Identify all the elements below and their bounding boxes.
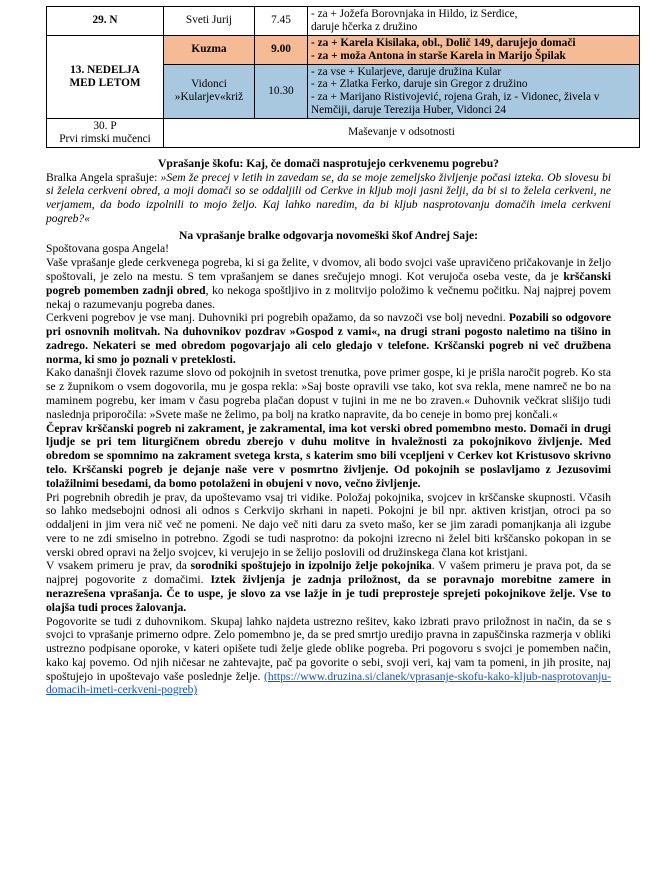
schedule-time-cell [255,7,308,36]
schedule-footer-note: Maševanje v odsotnosti [348,126,455,139]
text-run-bold: Iztek življenja je zadnja priložnost, da se poravnajo morebitne zamere in nerazrešena vprašanja. Če to uspe, je slovo za vse lažje in je tudi preprosteje sprejeti pokojnikove želje. Vse to olajša tudi proces žalovanja. [46,573,611,614]
table-row [47,119,640,148]
schedule-time-cell [255,64,308,119]
schedule-time-label: 9.00 [271,43,291,56]
schedule-time-cell [255,35,308,64]
article-question-title: Vprašanje škofu: Kaj, če domači nasprotujejo cerkvenemu pogrebu? [158,156,499,170]
text-run: Cerkveni pogrebov je vse manj. Duhovniki pri pogrebih opažamo, da so navzoči vse bolj nevedni. [46,311,509,325]
schedule-footer-day-cell [47,119,164,148]
document-page [0,6,657,869]
schedule-intentions-cell [308,35,640,64]
schedule-time-label: 7.45 [271,14,291,27]
text-run: Kako današnji človek razume slovo od pokojnih in svetost trenutka, pove primer gospe, ki je prišla naročit pogreb. Ko sta se z župnikom o vsem dogovorila, mu je gospa rekla: »Saj boste opravili vse tako, kot sva rekla, mene namreč ne bo na maminem pogrebu, ker imam v času pogreba plačan dopust v tujini in me ne bo zraven.« Duhovnik večkrat slišijo tudi naslednja priporočila: »Svete maše ne želimo, pa bolj na kratko napravite, da bo ceneje in bomo prej končali.« [46,366,611,421]
question-quote: »Sem že precej v letih in zavedam se, da se moje zemeljsko življenje počasi izteka. Ob slovesu bi si želela cerkveni obred, a moji domači so se oddaljili od Cerkve in kljub moji jasni želji, da bi si to želela cerkveni, ne verjamem, da bodo izpolnili to mojo željo. Kaj lahko naredim, da bi kljub nasprotovanju domačih imela cerkveni pogreb?« [46,170,611,225]
schedule-place-cell [164,35,255,64]
article-answer-title: Na vprašanje bralke odgovarja novomeški škof Andrej Saje: [179,228,478,242]
schedule-place-cell [164,64,255,119]
schedule-footer-day: 30. P [93,120,117,132]
article-body [46,157,611,697]
intention-line: - za + moža Antona in starše Karela in Marijo Špilak [311,49,566,62]
article-paragraph-6 [46,559,611,614]
schedule-day-label: 13. NEDELJA [70,64,140,76]
table-row [47,35,640,64]
schedule-intentions-cell [308,7,640,36]
intention-line: - za + Zlatka Ferko, daruje sin Gregor z družino [311,78,528,91]
article-paragraph-7 [46,615,611,698]
schedule-place-label: Vidonci [191,78,227,91]
schedule-place-label-2: »Kularjev«križ [174,91,244,104]
schedule-day-label-2: MED LETOM [69,76,141,89]
table-row [47,7,640,36]
schedule-footer-day-note: Prvi rimski mučenci [59,132,151,145]
text-run: , ko nekoga spoštljivo in z molitvijo položimo k večnemu počitku. Naj najprej povem nekaj o razumevanju pogreba danes. [46,283,611,311]
schedule-place-cell [164,7,255,36]
article-question-paragraph [46,171,611,226]
question-intro: Bralka Angela sprašuje: [46,170,161,184]
intention-line: - za + Marijano Ristivojević, rojena Grah, iz - Vidonec, živela v Nemčiji, daruje Terezija Huber, Vidonci 24 [311,91,600,117]
article-paragraph-3 [46,366,611,421]
text-run: Pri pogrebnih obredih je prav, da upoštevamo vsaj tri vidike. Položaj pokojnika, svojcev in krščanske skupnosti. Včasih so lahko medsebojni odnosi ali odnos s Cerkvijo skrhani in napeti. Pokojni je bil npr. aktiven kristjan, otroci pa so oddaljeni in jim vera nič več ne pomeni. Ne dajo več niti daru za sveto mašo, ker se jim zaradi pomanjkanja ali izgube vere to ne zdi smiselno in potrebno. Zgodi se tudi nasprotno: da pokojni izrecno ni želel biti krščansko pokopan in se verski obred opravi na željo svojcev, ki verujejo in se želijo poslovili od družinskega člana kot kristjani. [46,490,611,559]
schedule-intentions-cell [308,64,640,119]
intention-line: - za vse + Kularjeve, daruje družina Kular [311,65,502,78]
article-greeting: Spoštovana gospa Angela! [46,242,170,256]
article-paragraph-5 [46,491,611,560]
text-run: Pogovorite se tudi z duhovnikom. Skupaj lahko najdeta ustrezno rešitev, kako izbrati pravo priložnost in način, da se s svojci to vprašanje primerno odpre. Zelo pomembno je, da se pred smrtjo uredijo pravna in zapuščinska razmerja v obliki ustrezno podpisane oporoke, v kateri opišete tudi želje glede oblike pogreba. Pri pogovoru s svojci je pomemben način, kako kaj povemo. Od njih ničesar ne zahtevajte, pač pa govorite o sebi, svoji veri, kaj vam ta pomeni, in jih prosite, naj spoštujejo in upoštevajo vaše poslednje želje. [46,614,611,683]
schedule-day-label: 29. N [92,14,118,27]
mass-schedule-table [46,6,611,148]
article-paragraph-1 [46,256,611,311]
text-run: Vaše vprašanje glede cerkvenega pogreba, ki si ga želite, v dvomov, ali bodo svojci vaše upravičeno pričakovanje in željo spoštovali, je zelo na mestu. S tem vprašanjem se danes srečujejo mnogi. Kot verujoča oseba veste, da je [46,256,611,283]
text-run: V vsakem primeru je prav, da [46,559,191,573]
schedule-place-label: Kuzma [191,43,227,56]
schedule-day-cell [47,35,164,118]
article-paragraph-4 [46,422,611,491]
intention-line: - za + Jožefa Borovnjaka in Hildo, iz Serdice, [311,8,518,20]
text-run-bold: sorodniki spoštujejo in izpolnijo želje pokojnika [190,559,432,573]
schedule-time-label: 10.30 [268,84,294,97]
schedule-footer-note-cell [164,119,640,148]
article-paragraph-2 [46,311,611,366]
text-run-bold: Pozabili so odgovore pri osnovnih molitvah. Na duhovnikov pozdrav »Gospod z vami«, na drugi strani pogosto naletimo na tišino in zadrego. Nekateri se med obredom pogovarjajo ali celo gledajo v telefone. Krščanski pogreb ni več družbena norma, ki smo jo poznali v preteklosti. [46,311,611,366]
text-run-bold: krščanski pogreb pomemben zadnji obred [46,270,611,297]
source-link[interactable]: (https://www.druzina.si/clanek/vprasanje-skofu-kako-kljub-nasprotovanju-domacih-imeti-cerkveni-pogreb) [46,669,611,697]
schedule-place-label: Sveti Jurij [185,14,233,27]
text-run: . V vašem primeru je prava pot, da se najprej pogovorite z domačimi. [46,559,611,587]
intention-line: - za + Karela Kisilaka, obl., Dolič 149, darujejo domači [311,36,576,49]
text-run-bold: Čeprav krščanski pogreb ni zakrament, je zakramental, ima kot verski obred pomembno mesto. Domači in drugi ljudje se pri tem liturgičnem obredu zberejo v duhu molitve in hvaležnosti za pokojnikovo življenje. Med obredom se spomnimo na zakrament svetega krsta, s katerim smo bili vcepljeni v Cerkev kot Kristusovo skrivno telo. Krščanski pogreb je dejanje naše vere v posmrtno življenje. Od pokojnih se poslavljamo z Jezusovimi tolažilnimi besedami, da bomo potolaženi in obujeni v novo, večno življenje. [46,421,611,490]
intention-line: daruje hčerka z družino [311,20,418,33]
schedule-day-cell [47,7,164,36]
